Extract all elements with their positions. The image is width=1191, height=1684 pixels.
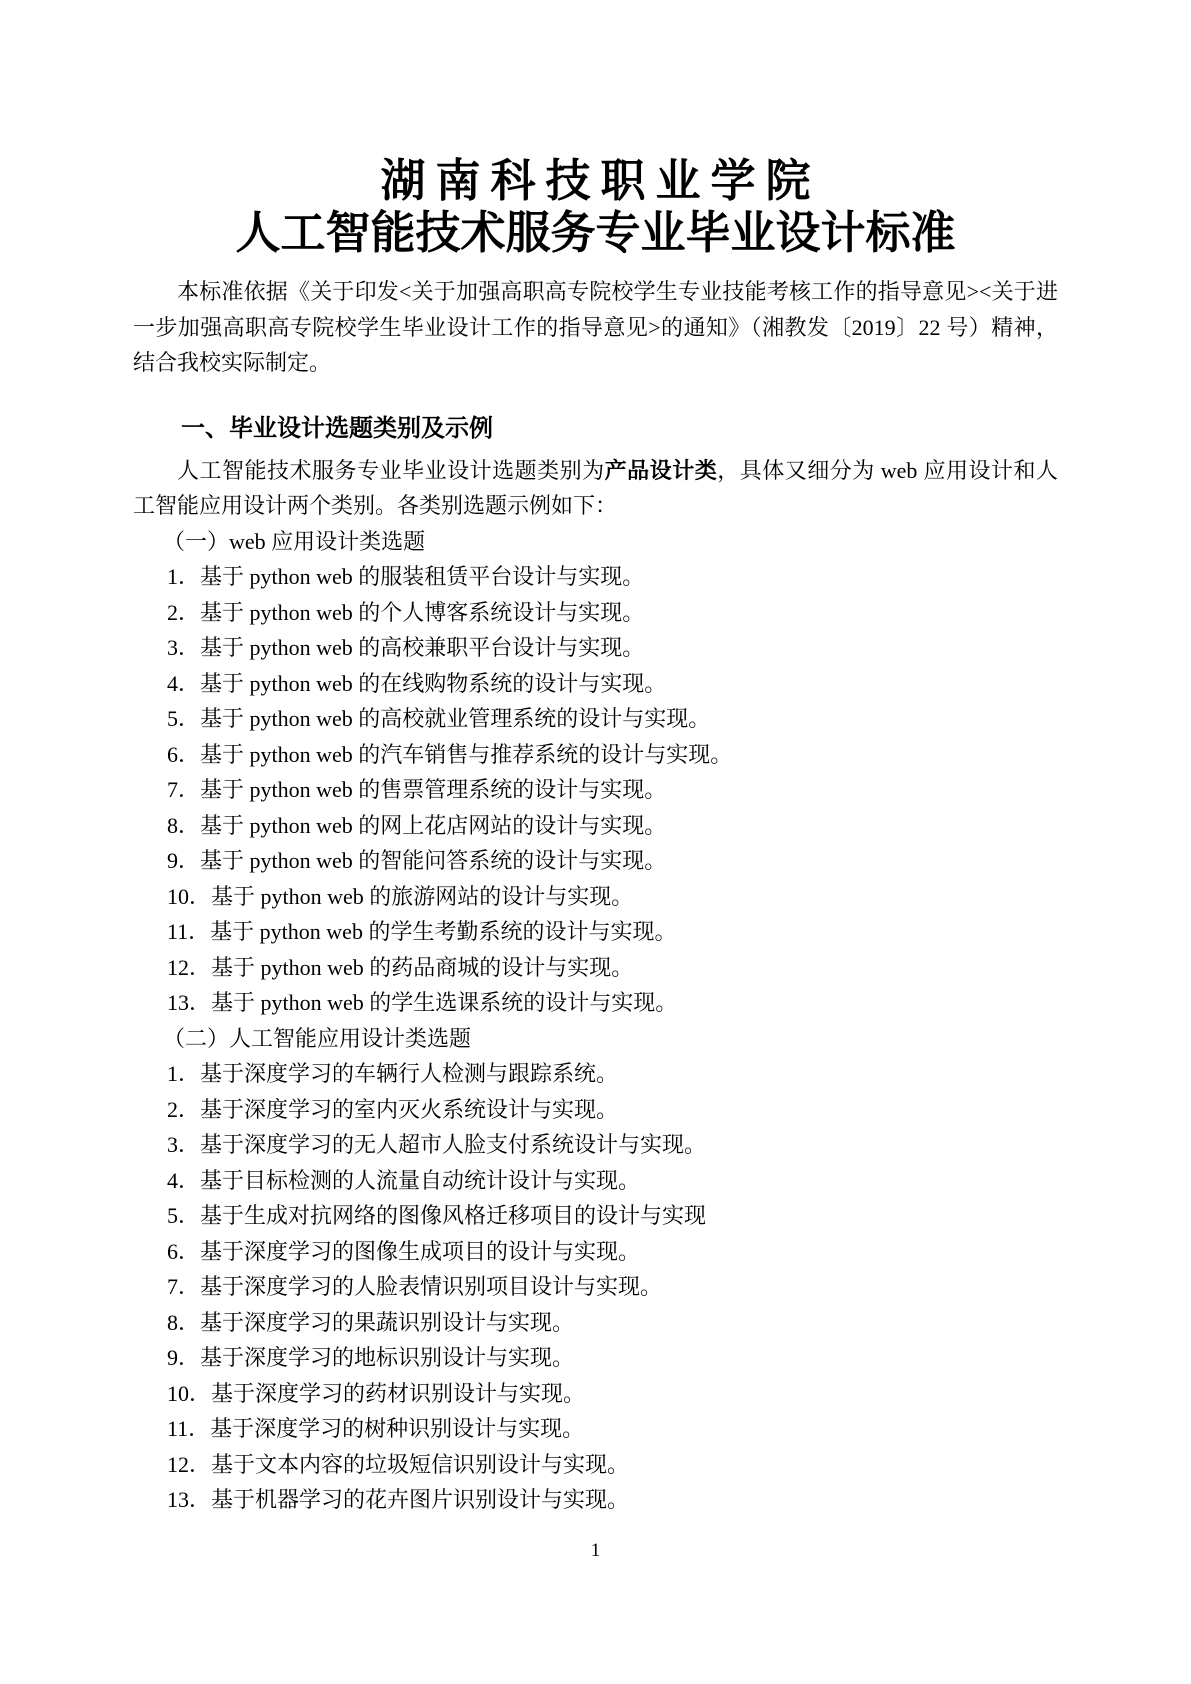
list-item: 6．基于 python web 的汽车销售与推荐系统的设计与实现。 — [167, 741, 733, 767]
list-item: 2．基于 python web 的个人博客系统设计与实现。 — [167, 599, 645, 625]
document-title — [133, 155, 1058, 259]
list-item: 4．基于目标检测的人流量自动统计设计与实现。 — [167, 1167, 641, 1193]
subsection-label-web: （一）web 应用设计类选题 — [163, 528, 426, 554]
list-item: 13．基于 python web 的学生选课系统的设计与实现。 — [167, 990, 678, 1015]
list-item: 5．基于 python web 的高校就业管理系统的设计与实现。 — [167, 706, 711, 731]
topic-list-ai — [133, 1056, 1058, 1518]
list-item: 8．基于 python web 的网上花店网站的设计与实现。 — [167, 812, 667, 838]
list-item: 13．基于机器学习的花卉图片识别设计与实现。 — [167, 1487, 630, 1512]
section-intro-paragraph — [133, 453, 1058, 524]
list-item: 7．基于深度学习的人脸表情识别项目设计与实现。 — [167, 1274, 663, 1299]
list-item: 3．基于 python web 的高校兼职平台设计与实现。 — [167, 635, 645, 660]
list-item: 3．基于深度学习的无人超市人脸支付系统设计与实现。 — [167, 1132, 707, 1157]
list-item: 12．基于文本内容的垃圾短信识别设计与实现。 — [167, 1451, 630, 1477]
subsection-label-ai: （二）人工智能应用设计类选题 — [163, 1025, 472, 1051]
topic-list-web — [133, 559, 1058, 1021]
section-heading: 一、毕业设计选题类别及示例 — [181, 414, 493, 442]
title-line-2: 人工智能技术服务专业毕业设计标准 — [235, 208, 956, 258]
list-item: 9．基于深度学习的地标识别设计与实现。 — [167, 1345, 575, 1370]
intro-paragraph: 本标准依据《关于印发<关于加强高职高专院校学生专业技能考核工作的指导意见><关于进一步加强高职高专院校学生毕业设计工作的指导意见>的通知》（湘教发〔2019〕22 号）精神，结合我校实际制定。 — [133, 279, 1058, 375]
list-item: 1．基于 python web 的服装租赁平台设计与实现。 — [167, 564, 645, 589]
list-item: 5．基于生成对抗网络的图像风格迁移项目的设计与实现 — [167, 1203, 707, 1228]
section-intro-pre: 人工智能技术服务专业毕业设计选题类别为 — [177, 457, 605, 483]
list-item: 6．基于深度学习的图像生成项目的设计与实现。 — [167, 1238, 641, 1264]
list-item: 2．基于深度学习的室内灭火系统设计与实现。 — [167, 1096, 619, 1122]
page-number: 1 — [590, 1539, 601, 1561]
title-line-1: 湖南科技职业学院 — [380, 156, 821, 206]
list-item: 1．基于深度学习的车辆行人检测与跟踪系统。 — [167, 1061, 619, 1086]
list-item: 10．基于 python web 的旅游网站的设计与实现。 — [167, 883, 634, 909]
list-item: 11．基于深度学习的树种识别设计与实现。 — [167, 1416, 585, 1441]
list-item: 10．基于深度学习的药材识别设计与实现。 — [167, 1380, 586, 1406]
list-item: 8．基于深度学习的果蔬识别设计与实现。 — [167, 1309, 575, 1335]
section-intro-post: ，具体又细分为 web 应用设计和人工智能应用设计两个类别。各类别选题示例如下： — [133, 457, 1058, 518]
list-item: 12．基于 python web 的药品商城的设计与实现。 — [167, 954, 634, 980]
list-item: 4．基于 python web 的在线购物系统的设计与实现。 — [167, 670, 667, 696]
list-item: 7．基于 python web 的售票管理系统的设计与实现。 — [167, 777, 667, 802]
section-intro-bold: 产品设计类 — [604, 457, 718, 483]
list-item: 11．基于 python web 的学生考勤系统的设计与实现。 — [167, 919, 677, 944]
list-item: 9．基于 python web 的智能问答系统的设计与实现。 — [167, 848, 667, 873]
